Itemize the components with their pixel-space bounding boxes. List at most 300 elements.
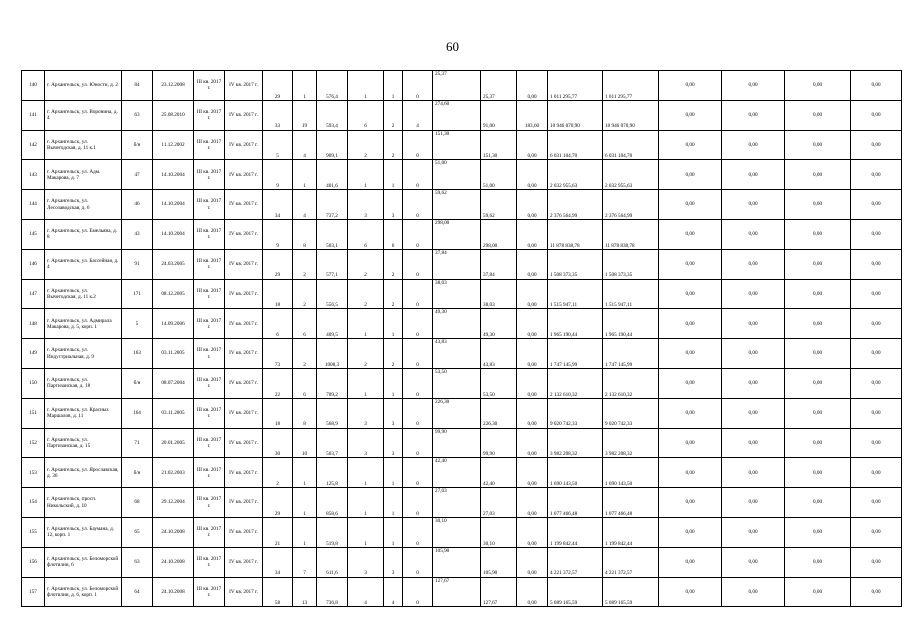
table-row (22, 190, 902, 220)
planned-end-cell: IV кв. 2017 г. (225, 488, 263, 518)
zero-value-cell: 0,00 (851, 547, 902, 577)
planned-end-cell: IV кв. 2017 г. (225, 249, 263, 279)
area-private-cell: 0,00 (517, 130, 548, 160)
resettled-cell: 7 (293, 547, 317, 577)
document-number-cell: 46 (122, 190, 153, 220)
building-area-cell: 858,6 (317, 488, 348, 518)
address-cell: г. Архангельск, ул. Бассейная, д. 4 (45, 249, 122, 279)
document-number-cell: 63 (122, 100, 153, 130)
zero-value-cell: 0,00 (785, 458, 851, 488)
zero-value-cell: 0,00 (785, 219, 851, 249)
table-row (22, 309, 902, 339)
zero-value-cell: 0,00 (659, 160, 722, 190)
apartments-total-cell: 3 (348, 190, 384, 220)
area-private-cell: 0,00 (517, 547, 548, 577)
apartments-municipal-cell: 1 (384, 71, 403, 101)
document-number-cell: 64 (122, 577, 153, 607)
apartments-municipal-cell: 3 (384, 190, 403, 220)
cost-fund-cell: 6 031 104,70 (603, 130, 659, 160)
address-cell: г. Архангельск, просп. Никольский, д. 10 (45, 488, 122, 518)
area-total-cell: 99,90 (433, 428, 481, 458)
planned-end-cell: IV кв. 2017 г. (225, 547, 263, 577)
row-number: 153 (22, 458, 45, 488)
zero-value-cell: 0,00 (659, 577, 722, 607)
area-private-cell: 0,00 (517, 309, 548, 339)
apartments-private-cell: 0 (403, 190, 433, 220)
document-number-cell: б/н (122, 458, 153, 488)
planned-end-cell: IV кв. 2017 г. (225, 100, 263, 130)
buildings-table (21, 70, 902, 607)
zero-value-cell: 0,00 (785, 100, 851, 130)
table-row (22, 339, 902, 369)
zero-value-cell: 0,00 (785, 577, 851, 607)
cost-total-cell: 1 199 842,44 (548, 517, 603, 547)
zero-value-cell: 0,00 (659, 547, 722, 577)
area-private-cell: 0,00 (517, 249, 548, 279)
area-total-cell: 274,60 (433, 100, 481, 130)
document-date-cell: 24.10.2008 (153, 577, 194, 607)
area-total-cell: 42,40 (433, 458, 481, 488)
resettled-cell: 2 (293, 249, 317, 279)
zero-value-cell: 0,00 (722, 219, 785, 249)
zero-value-cell: 0,00 (785, 130, 851, 160)
zero-value-cell: 0,00 (659, 458, 722, 488)
address-cell: г. Архангельск, ул. Емельяна, д. 8 (45, 219, 122, 249)
area-municipal-cell: 43,83 (481, 339, 517, 369)
row-number: 141 (22, 100, 45, 130)
apartments-private-cell: 0 (403, 488, 433, 518)
document-number-cell: 68 (122, 488, 153, 518)
cost-total-cell: 1 508 373,35 (548, 249, 603, 279)
document-date-cell: 08.07.2004 (153, 368, 194, 398)
document-date-cell: 03.11.2005 (153, 398, 194, 428)
residents-cell: 29 (263, 71, 293, 101)
cost-fund-cell: 1 077 466,48 (603, 488, 659, 518)
residents-cell: 34 (263, 190, 293, 220)
row-number: 155 (22, 517, 45, 547)
zero-value-cell: 0,00 (851, 368, 902, 398)
row-number: 143 (22, 160, 45, 190)
zero-value-cell: 0,00 (851, 130, 902, 160)
area-private-cell: 0,00 (517, 517, 548, 547)
apartments-municipal-cell: 2 (384, 130, 403, 160)
zero-value-cell: 0,00 (659, 100, 722, 130)
zero-value-cell: 0,00 (659, 130, 722, 160)
area-municipal-cell: 25,37 (481, 71, 517, 101)
cost-total-cell: 1 690 143,50 (548, 458, 603, 488)
address-cell: г. Архангельск, ул. Красных Маршалов, д. 11 (45, 398, 122, 428)
zero-value-cell: 0,00 (722, 249, 785, 279)
zero-value-cell: 0,00 (851, 398, 902, 428)
cost-fund-cell: 10 946 070,90 (603, 100, 659, 130)
resettled-cell: 4 (293, 190, 317, 220)
document-number-cell: 63 (122, 547, 153, 577)
document-number-cell: 65 (122, 517, 153, 547)
row-number: 145 (22, 219, 45, 249)
residents-cell: 9 (263, 219, 293, 249)
cost-fund-cell: 1 508 373,35 (603, 249, 659, 279)
document-number-cell: 91 (122, 249, 153, 279)
apartments-private-cell: 0 (403, 547, 433, 577)
apartments-municipal-cell: 2 (384, 339, 403, 369)
building-area-cell: 519,8 (317, 517, 348, 547)
zero-value-cell: 0,00 (722, 71, 785, 101)
row-number: 144 (22, 190, 45, 220)
table-row (22, 547, 902, 577)
zero-value-cell: 0,00 (659, 488, 722, 518)
area-municipal-cell: 91,00 (481, 100, 517, 130)
apartments-private-cell: 0 (403, 517, 433, 547)
area-municipal-cell: 151,30 (481, 130, 517, 160)
area-private-cell: 0,00 (517, 71, 548, 101)
zero-value-cell: 0,00 (785, 488, 851, 518)
document-number-cell: 43 (122, 219, 153, 249)
page-number: 60 (446, 39, 459, 54)
document-date-cell: 14.10.2004 (153, 190, 194, 220)
area-municipal-cell: 49,30 (481, 309, 517, 339)
zero-value-cell: 0,00 (851, 428, 902, 458)
planned-start-cell: III кв. 2017 г. (194, 100, 225, 130)
resettled-cell: 8 (293, 398, 317, 428)
zero-value-cell: 0,00 (785, 517, 851, 547)
address-cell: г. Архангельск, ул. Ярославская, д. 36 (45, 458, 122, 488)
zero-value-cell: 0,00 (659, 398, 722, 428)
planned-start-cell: III кв. 2017 г. (194, 309, 225, 339)
table-row (22, 488, 902, 518)
resettled-cell: 1 (293, 517, 317, 547)
resettled-cell: 2 (293, 339, 317, 369)
apartments-private-cell: 0 (403, 130, 433, 160)
row-number: 157 (22, 577, 45, 607)
area-municipal-cell: 51,00 (481, 160, 517, 190)
residents-cell: 18 (263, 398, 293, 428)
row-number: 156 (22, 547, 45, 577)
residents-cell: 6 (263, 309, 293, 339)
area-total-cell: 151,30 (433, 130, 481, 160)
zero-value-cell: 0,00 (722, 547, 785, 577)
planned-start-cell: III кв. 2017 г. (194, 368, 225, 398)
area-municipal-cell: 298,00 (481, 219, 517, 249)
apartments-total-cell: 6 (348, 219, 384, 249)
zero-value-cell: 0,00 (722, 339, 785, 369)
zero-value-cell: 0,00 (851, 339, 902, 369)
area-total-cell: 38,03 (433, 279, 481, 309)
document-date-cell: 14.09.2006 (153, 309, 194, 339)
area-municipal-cell: 99,90 (481, 428, 517, 458)
zero-value-cell: 0,00 (785, 339, 851, 369)
cost-fund-cell: 1 011 295,77 (603, 71, 659, 101)
document-date-cell: 20.01.2005 (153, 428, 194, 458)
planned-end-cell: IV кв. 2017 г. (225, 428, 263, 458)
cost-total-cell: 6 031 104,70 (548, 130, 603, 160)
planned-end-cell: IV кв. 2017 г. (225, 368, 263, 398)
apartments-total-cell: 1 (348, 517, 384, 547)
cost-total-cell: 1 747 145,99 (548, 339, 603, 369)
area-private-cell: 0,00 (517, 160, 548, 190)
apartments-private-cell: 0 (403, 160, 433, 190)
document-date-cell: 14.10.2004 (153, 219, 194, 249)
address-cell: г. Архангельск, ул. Партизанская, д. 18 (45, 368, 122, 398)
zero-value-cell: 0,00 (722, 428, 785, 458)
resettled-cell: 10 (293, 428, 317, 458)
planned-end-cell: IV кв. 2017 г. (225, 71, 263, 101)
apartments-municipal-cell: 2 (384, 100, 403, 130)
resettled-cell: 8 (293, 219, 317, 249)
cost-total-cell: 5 089 165,59 (548, 577, 603, 607)
row-number: 147 (22, 279, 45, 309)
building-area-cell: 125,8 (317, 458, 348, 488)
apartments-total-cell: 1 (348, 368, 384, 398)
area-private-cell: 0,00 (517, 190, 548, 220)
apartments-total-cell: 2 (348, 130, 384, 160)
zero-value-cell: 0,00 (851, 249, 902, 279)
planned-end-cell: IV кв. 2017 г. (225, 398, 263, 428)
residents-cell: 33 (263, 100, 293, 130)
building-area-cell: 576,4 (317, 71, 348, 101)
resettled-cell: 13 (293, 577, 317, 607)
table-row (22, 577, 902, 607)
cost-total-cell: 2 376 564,99 (548, 190, 603, 220)
cost-total-cell: 1 965 190,44 (548, 309, 603, 339)
building-area-cell: 401,6 (317, 160, 348, 190)
apartments-private-cell: 0 (403, 368, 433, 398)
document-number-cell: 47 (122, 160, 153, 190)
area-total-cell: 298,00 (433, 219, 481, 249)
zero-value-cell: 0,00 (722, 368, 785, 398)
cost-fund-cell: 1 199 842,44 (603, 517, 659, 547)
document-number-cell: 71 (122, 428, 153, 458)
building-area-cell: 503,1 (317, 219, 348, 249)
zero-value-cell: 0,00 (659, 190, 722, 220)
cost-total-cell: 2 132 610,32 (548, 368, 603, 398)
zero-value-cell: 0,00 (785, 190, 851, 220)
cost-fund-cell: 1 965 190,44 (603, 309, 659, 339)
planned-start-cell: III кв. 2017 г. (194, 398, 225, 428)
apartments-municipal-cell: 1 (384, 517, 403, 547)
zero-value-cell: 0,00 (851, 458, 902, 488)
planned-start-cell: III кв. 2017 г. (194, 130, 225, 160)
area-private-cell: 183,60 (517, 100, 548, 130)
address-cell: г. Архангельск, ул. Адмирала Макарова, д. 5, корп. 1 (45, 309, 122, 339)
building-area-cell: 577,1 (317, 249, 348, 279)
residents-cell: 9 (263, 160, 293, 190)
zero-value-cell: 0,00 (659, 339, 722, 369)
apartments-municipal-cell: 3 (384, 547, 403, 577)
zero-value-cell: 0,00 (722, 398, 785, 428)
planned-end-cell: IV кв. 2017 г. (225, 279, 263, 309)
document-number-cell: 171 (122, 279, 153, 309)
building-area-cell: 593,4 (317, 100, 348, 130)
table-row (22, 71, 902, 101)
zero-value-cell: 0,00 (851, 160, 902, 190)
apartments-private-cell: 0 (403, 71, 433, 101)
document-number-cell: б/н (122, 368, 153, 398)
document-date-cell: 24.10.2008 (153, 517, 194, 547)
zero-value-cell: 0,00 (722, 517, 785, 547)
cost-total-cell: 9 020 742,33 (548, 398, 603, 428)
area-total-cell: 59,62 (433, 190, 481, 220)
document-date-cell: 25.08.2010 (153, 100, 194, 130)
apartments-total-cell: 1 (348, 160, 384, 190)
residents-cell: 29 (263, 249, 293, 279)
zero-value-cell: 0,00 (659, 249, 722, 279)
residents-cell: 34 (263, 547, 293, 577)
apartments-private-cell: 0 (403, 219, 433, 249)
apartments-total-cell: 3 (348, 428, 384, 458)
zero-value-cell: 0,00 (851, 279, 902, 309)
table-row (22, 249, 902, 279)
area-municipal-cell: 27,03 (481, 488, 517, 518)
area-private-cell: 0,00 (517, 488, 548, 518)
planned-start-cell: III кв. 2017 г. (194, 279, 225, 309)
row-number: 142 (22, 130, 45, 160)
zero-value-cell: 0,00 (785, 398, 851, 428)
area-municipal-cell: 30,10 (481, 517, 517, 547)
cost-fund-cell: 2 032 955,63 (603, 160, 659, 190)
cost-total-cell: 11 878 838,78 (548, 219, 603, 249)
zero-value-cell: 0,00 (785, 428, 851, 458)
area-municipal-cell: 38,03 (481, 279, 517, 309)
zero-value-cell: 0,00 (851, 488, 902, 518)
document-number-cell: 5 (122, 309, 153, 339)
apartments-municipal-cell: 1 (384, 309, 403, 339)
address-cell: г. Архангельск, ул. Воронина, д. 4 (45, 100, 122, 130)
planned-start-cell: III кв. 2017 г. (194, 71, 225, 101)
apartments-total-cell: 2 (348, 339, 384, 369)
apartments-municipal-cell: 3 (384, 428, 403, 458)
zero-value-cell: 0,00 (722, 130, 785, 160)
apartments-private-cell: 0 (403, 458, 433, 488)
zero-value-cell: 0,00 (722, 488, 785, 518)
planned-end-cell: IV кв. 2017 г. (225, 339, 263, 369)
document-number-cell: 163 (122, 339, 153, 369)
cost-fund-cell: 3 982 208,32 (603, 428, 659, 458)
apartments-municipal-cell: 1 (384, 160, 403, 190)
apartments-total-cell: 3 (348, 398, 384, 428)
document-date-cell: 21.02.2003 (153, 458, 194, 488)
zero-value-cell: 0,00 (722, 309, 785, 339)
area-municipal-cell: 127,67 (481, 577, 517, 607)
area-municipal-cell: 37,84 (481, 249, 517, 279)
residents-cell: 2 (263, 458, 293, 488)
apartments-private-cell: 4 (403, 100, 433, 130)
building-area-cell: 709,2 (317, 368, 348, 398)
planned-end-cell: IV кв. 2017 г. (225, 458, 263, 488)
zero-value-cell: 0,00 (785, 547, 851, 577)
area-total-cell: 37,84 (433, 249, 481, 279)
planned-end-cell: IV кв. 2017 г. (225, 517, 263, 547)
residents-cell: 73 (263, 339, 293, 369)
resettled-cell: 1 (293, 458, 317, 488)
area-private-cell: 0,00 (517, 368, 548, 398)
cost-total-cell: 10 946 070,90 (548, 100, 603, 130)
planned-start-cell: III кв. 2017 г. (194, 190, 225, 220)
area-private-cell: 0,00 (517, 339, 548, 369)
cost-total-cell: 1 077 466,48 (548, 488, 603, 518)
zero-value-cell: 0,00 (659, 309, 722, 339)
planned-end-cell: IV кв. 2017 г. (225, 160, 263, 190)
residents-cell: 21 (263, 517, 293, 547)
zero-value-cell: 0,00 (785, 368, 851, 398)
apartments-total-cell: 4 (348, 577, 384, 607)
zero-value-cell: 0,00 (659, 279, 722, 309)
planned-start-cell: III кв. 2017 г. (194, 249, 225, 279)
zero-value-cell: 0,00 (722, 577, 785, 607)
table-row (22, 160, 902, 190)
zero-value-cell: 0,00 (659, 517, 722, 547)
cost-total-cell: 1 011 295,77 (548, 71, 603, 101)
zero-value-cell: 0,00 (851, 219, 902, 249)
area-total-cell: 30,10 (433, 517, 481, 547)
residents-cell: 30 (263, 428, 293, 458)
planned-end-cell: IV кв. 2017 г. (225, 219, 263, 249)
apartments-total-cell: 1 (348, 458, 384, 488)
apartments-municipal-cell: 4 (384, 577, 403, 607)
zero-value-cell: 0,00 (722, 190, 785, 220)
apartments-private-cell: 0 (403, 249, 433, 279)
cost-fund-cell: 11 878 838,78 (603, 219, 659, 249)
address-cell: г. Архангельск, ул. Юности, д. 2 (45, 71, 122, 101)
zero-value-cell: 0,00 (851, 190, 902, 220)
apartments-total-cell: 3 (348, 547, 384, 577)
area-municipal-cell: 105,90 (481, 547, 517, 577)
zero-value-cell: 0,00 (722, 160, 785, 190)
cost-fund-cell: 1 515 947,11 (603, 279, 659, 309)
address-cell: г. Архангельск, ул. Адм. Макарова, д. 7 (45, 160, 122, 190)
apartments-total-cell: 1 (348, 488, 384, 518)
building-area-cell: 611,6 (317, 547, 348, 577)
apartments-private-cell: 0 (403, 339, 433, 369)
cost-total-cell: 1 515 947,11 (548, 279, 603, 309)
table-body (22, 71, 902, 607)
zero-value-cell: 0,00 (851, 71, 902, 101)
zero-value-cell: 0,00 (722, 279, 785, 309)
area-private-cell: 0,00 (517, 428, 548, 458)
resettled-cell: 6 (293, 368, 317, 398)
planned-start-cell: III кв. 2017 г. (194, 428, 225, 458)
planned-start-cell: III кв. 2017 г. (194, 488, 225, 518)
document-number-cell: 164 (122, 398, 153, 428)
building-area-cell: 909,1 (317, 130, 348, 160)
area-municipal-cell: 53,50 (481, 368, 517, 398)
building-area-cell: 556,5 (317, 279, 348, 309)
area-private-cell: 0,00 (517, 398, 548, 428)
apartments-municipal-cell: 2 (384, 249, 403, 279)
cost-fund-cell: 5 089 165,59 (603, 577, 659, 607)
resettled-cell: 4 (293, 130, 317, 160)
zero-value-cell: 0,00 (785, 71, 851, 101)
apartments-total-cell: 6 (348, 100, 384, 130)
planned-start-cell: III кв. 2017 г. (194, 219, 225, 249)
apartments-municipal-cell: 6 (384, 219, 403, 249)
apartments-total-cell: 2 (348, 279, 384, 309)
planned-end-cell: IV кв. 2017 г. (225, 190, 263, 220)
planned-start-cell: III кв. 2017 г. (194, 577, 225, 607)
cost-fund-cell: 2 132 610,32 (603, 368, 659, 398)
address-cell: г. Архангельск, ул. Индустриальная, д. 9 (45, 339, 122, 369)
zero-value-cell: 0,00 (659, 71, 722, 101)
zero-value-cell: 0,00 (722, 100, 785, 130)
area-total-cell: 49,30 (433, 309, 481, 339)
zero-value-cell: 0,00 (659, 368, 722, 398)
apartments-municipal-cell: 3 (384, 398, 403, 428)
resettled-cell: 1 (293, 160, 317, 190)
planned-start-cell: III кв. 2017 г. (194, 339, 225, 369)
apartments-municipal-cell: 2 (384, 279, 403, 309)
residents-cell: 5 (263, 130, 293, 160)
area-municipal-cell: 226,30 (481, 398, 517, 428)
row-number: 151 (22, 398, 45, 428)
